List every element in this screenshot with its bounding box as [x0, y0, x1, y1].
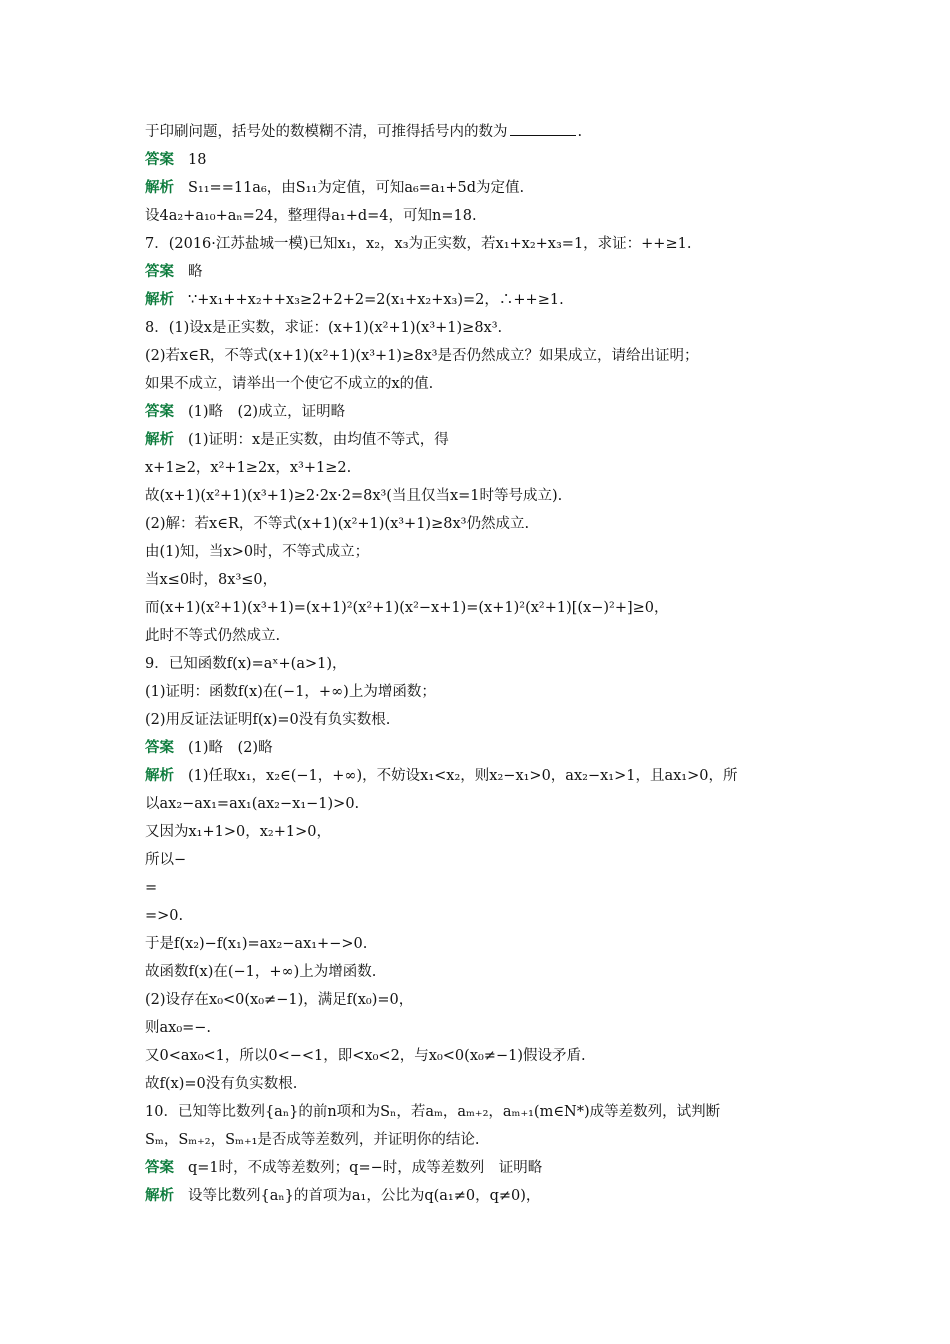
analysis-line: 解析 (1)任取x₁，x₂∈(−1，+∞)，不妨设x₁<x₂，则x₂−x₁>0，ax₂−x₁>1，且ax₁>0，所 — [145, 767, 738, 784]
text-line: 又0<ax₀<1，所以0<−<1，即<x₀<2，与x₀<0(x₀≠−1)假设矛盾. — [145, 1048, 586, 1064]
answer-label: 答案 — [145, 151, 174, 168]
analysis-line: 解析 S₁₁==11a₆，由S₁₁为定值，可知a₆=a₁+5d为定值. — [145, 179, 525, 196]
answer-line: 答案 (1)略 (2)成立，证明略 — [145, 403, 346, 420]
text-line: 故(x+1)(x²+1)(x³+1)≥2·2x·2=8x³(当且仅当x=1时等号成立). — [145, 488, 563, 504]
text-line: 此时不等式仍然成立. — [145, 628, 281, 644]
text-line: 设4a₂+a₁₀+aₙ=24，整理得a₁+d=4，可知n=18. — [145, 208, 477, 224]
question-7: 7．(2016·江苏盐城一模)已知x₁，x₂，x₃为正实数，若x₁+x₂+x₃=1，求证：++≥1. — [145, 236, 692, 252]
analysis-label: 解析 — [145, 431, 174, 448]
answer-blank — [510, 122, 576, 136]
text-line: 如果不成立，请举出一个使它不成立的x的值. — [145, 376, 434, 392]
answer-line: 答案 18 — [145, 151, 207, 168]
text-line: (2)用反证法证明f(x)=0没有负实数根. — [145, 712, 391, 728]
answer-label: 答案 — [145, 739, 174, 756]
text-line: (2)若x∈R，不等式(x+1)(x²+1)(x³+1)≥8x³是否仍然成立？如果成立，请给出证明； — [145, 348, 699, 364]
text-line: 所以− — [145, 852, 187, 868]
text-line: 当x≤0时，8x³≤0， — [145, 572, 278, 588]
answer-label: 答案 — [145, 263, 174, 280]
text-line: 于是f(x₂)−f(x₁)=ax₂−ax₁+−>0. — [145, 936, 368, 952]
text-line: 又因为x₁+1>0，x₂+1>0， — [145, 824, 331, 840]
analysis-label: 解析 — [145, 1187, 174, 1204]
answer-label: 答案 — [145, 403, 174, 420]
answer-line: 答案 q=1时，不成等差数列；q=−时，成等差数列 证明略 — [145, 1159, 543, 1176]
text-line: 故函数f(x)在(−1，+∞)上为增函数. — [145, 964, 377, 980]
answer-line: 答案 (1)略 (2)略 — [145, 739, 273, 756]
analysis-label: 解析 — [145, 767, 174, 784]
text-line: Sₘ，Sₘ₊₂，Sₘ₊₁是否成等差数列，并证明你的结论. — [145, 1132, 480, 1148]
question-10: 10．已知等比数列{aₙ}的前n项和为Sₙ，若aₘ，aₘ₊₂，aₘ₊₁(m∈N*)成等差数列，试判断 — [145, 1104, 721, 1120]
analysis-line: 解析 (1)证明：x是正实数，由均值不等式，得 — [145, 431, 449, 448]
analysis-line: 解析 ∵+x₁++x₂++x₃≥2+2+2=2(x₁+x₂+x₃)=2，∴++≥1. — [145, 291, 564, 308]
answer-line: 答案 略 — [145, 263, 203, 280]
text-line: (2)解：若x∈R，不等式(x+1)(x²+1)(x³+1)≥8x³仍然成立. — [145, 516, 530, 532]
answer-label: 答案 — [145, 1159, 174, 1176]
text-line: (2)设存在x₀<0(x₀≠−1)，满足f(x₀)=0， — [145, 992, 414, 1008]
question-9: 9．已知函数f(x)=aˣ+(a>1)， — [145, 656, 347, 672]
text-line: 以ax₂−ax₁=ax₁(ax₂−x₁−1)>0. — [145, 796, 360, 812]
text-line: 则ax₀=−. — [145, 1020, 212, 1036]
question-8: 8．(1)设x是正实数，求证：(x+1)(x²+1)(x³+1)≥8x³. — [145, 320, 503, 336]
text-line: = — [145, 880, 158, 896]
text-line: 故f(x)=0没有负实数根. — [145, 1076, 298, 1092]
analysis-label: 解析 — [145, 179, 174, 196]
text-line: x+1≥2，x²+1≥2x，x³+1≥2. — [145, 460, 352, 476]
text-line: =>0. — [145, 908, 184, 924]
analysis-label: 解析 — [145, 291, 174, 308]
text-line: (1)证明：函数f(x)在(−1，+∞)上为增函数； — [145, 684, 436, 700]
analysis-line: 解析 设等比数列{aₙ}的首项为a₁，公比为q(a₁≠0，q≠0)， — [145, 1187, 541, 1204]
text-line: 由(1)知，当x>0时，不等式成立； — [145, 544, 370, 560]
text-line: 而(x+1)(x²+1)(x³+1)=(x+1)²(x²+1)(x²−x+1)=(x+1)²(x²+1)[(x−)²+]≥0， — [145, 600, 669, 616]
text-line: 于印刷问题，括号处的数模糊不清，可推得括号内的数为 . — [145, 124, 583, 140]
